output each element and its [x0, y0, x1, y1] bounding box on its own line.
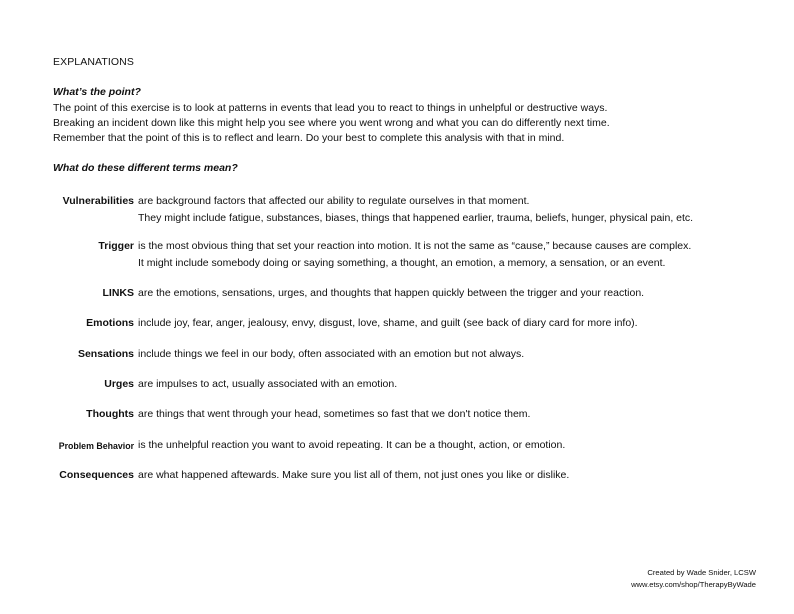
term-definition	[138, 193, 693, 226]
section-heading-point: What’s the point?	[53, 86, 141, 98]
term-definition: are what happened aftewards. Make sure you list all of them, not just ones you like or dislike.	[138, 469, 570, 481]
term-label: Urges	[104, 378, 134, 390]
term-label: Trigger	[98, 240, 134, 252]
term-label: Sensations	[77, 348, 134, 360]
term-definition: include things we feel in our body, often associated with an emotion but not always.	[138, 348, 525, 360]
intro-paragraph	[53, 101, 610, 147]
term-label: Problem Behavior	[58, 441, 134, 451]
term-definition: is the unhelpful reaction you want to avoid repeating. It can be a thought, action, or emotion.	[138, 439, 566, 451]
term-definition	[138, 238, 691, 271]
term-label: LINKS	[102, 287, 134, 299]
term-definition-line: They might include fatigue, substances, biases, things that happened earlier, trauma, beliefs, hunger, physical pain, etc.	[138, 211, 694, 224]
page-heading: EXPLANATIONS	[53, 56, 134, 68]
term-definition: include joy, fear, anger, jealousy, envy, disgust, love, shame, and guilt (see back of diary card for more info).	[138, 317, 638, 329]
term-definition: are the emotions, sensations, urges, and thoughts that happen quickly between the trigger and your reaction.	[138, 287, 645, 299]
section-heading-terms: What do these different terms mean?	[53, 162, 238, 174]
term-label: Emotions	[86, 317, 134, 329]
intro-line: Breaking an incident down like this might help you see where you went wrong and what you can do differently next time.	[53, 117, 610, 130]
credit-shop-url: www.etsy.com/shop/TherapyByWade	[631, 580, 756, 589]
intro-line: The point of this exercise is to look at patterns in events that lead you to react to things in unhelpful or destructive ways.	[53, 102, 608, 114]
term-definition: are things that went through your head, sometimes so fast that we don't notice them.	[138, 408, 531, 420]
term-definition-line: It might include somebody doing or saying something, a thought, an emotion, a memory, a sensation, or an event.	[138, 256, 666, 269]
term-label: Vulnerabilities	[62, 195, 134, 207]
credit-author: Created by Wade Snider, LCSW	[647, 568, 756, 577]
term-definition: are impulses to act, usually associated with an emotion.	[138, 378, 398, 390]
credit-block	[631, 567, 756, 591]
term-definition-line: is the most obvious thing that set your reaction into motion. It is not the same as “cause,” because causes are complex.	[138, 240, 692, 252]
term-definition-line: are background factors that affected our ability to regulate ourselves in that moment.	[138, 195, 530, 207]
term-label: Consequences	[59, 469, 134, 481]
term-label: Thoughts	[86, 408, 134, 420]
intro-line: Remember that the point of this is to reflect and learn. Do your best to complete this analysis with that in mind.	[53, 132, 565, 145]
